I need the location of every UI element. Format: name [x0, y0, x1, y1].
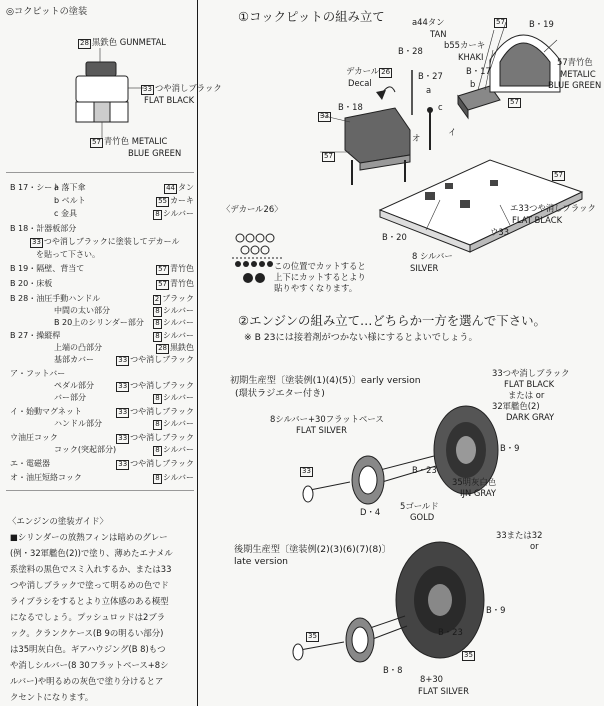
label-b: b [470, 79, 476, 89]
guide-line: ック。クランクケース(B 9の明るい部分) [10, 628, 164, 638]
label-b19: B・19 [529, 19, 554, 29]
part-row: 基部カバー 33 つや消しブラック [54, 355, 194, 364]
label-b9: B・9 [500, 443, 520, 453]
part-row: B 27・操縦桿 8 シルバー [10, 331, 194, 340]
late-version-en: late version [234, 556, 289, 567]
divider [6, 172, 194, 173]
decal-jp: デカール 26 [346, 66, 391, 76]
code-57: 57 [496, 18, 505, 26]
tan-label: a44タン [412, 17, 445, 27]
part-row: B 28・油圧手動ハンドル 2 ブラック [10, 294, 194, 303]
flatblack-en: FLAT BLACK [144, 95, 195, 105]
silver-label: 8 シルバー [412, 251, 453, 261]
part-row: B 19・隔壁、背当て 57 青竹色 [10, 264, 194, 273]
label-c: c [438, 102, 443, 112]
part-row: ハンドル部分 8 シルバー [54, 419, 194, 428]
metallic-en1: METALIC [560, 69, 596, 79]
metallic-label: 57青竹色 [557, 57, 593, 67]
step1-title: ①コックピットの組み立て [238, 9, 385, 24]
label-b23: B・23 [412, 465, 437, 475]
part-row: を貼って下さい。 [36, 250, 100, 259]
decal-note: この位置でカットすると [274, 261, 366, 271]
flatblack-label: 33 つや消しブラック [143, 83, 222, 93]
guide-line: や消しシルバー(8 30フラットベース+8シ [10, 660, 169, 670]
part-row: ア・フットバー [10, 369, 66, 378]
part-row: ウ油圧コック 33 つや消しブラック [10, 433, 194, 442]
fs2-en: FLAT SILVER [418, 686, 469, 696]
guide-line: 系塗料の黒色でスミ入れするか、または33 [10, 564, 172, 574]
part-row: 中間の太い部分 8 シルバー [54, 306, 194, 315]
part-row: イ・始動マグネット 33 つや消しブラック [10, 407, 194, 416]
or-label: または or [508, 390, 545, 400]
label-b18: B・18 [338, 102, 363, 112]
guide-line: になるでしょう。プッシュロッドは2ブラ [10, 612, 166, 622]
gunmetal-label: 28 黒鉄色 GUNMETAL [80, 37, 166, 47]
part-row: B 20・床板 57 青竹色 [10, 279, 194, 288]
part-row: B 18・計器板部分 [10, 224, 77, 233]
dg-en: DARK GRAY [506, 412, 555, 422]
code-33: 33 [320, 112, 329, 120]
part-row: B 20上のシリンダー部分 8 シルバー [54, 318, 194, 327]
step2-note: ※ B 23には接着剤がつかない様にするとよいでしょう。 [244, 332, 478, 343]
part-row: オ・油圧短絡コック 8 シルバー [10, 473, 194, 482]
early-sub: (環状ラジエター付き) [235, 388, 325, 399]
seat-illustration [72, 52, 132, 142]
silver-en: SILVER [410, 263, 439, 273]
step2-title: ②エンジンの組み立て…どちらか一方を選んで下さい。 [238, 313, 546, 328]
part-row: b ベルト 55 カーキ [54, 196, 194, 205]
or2-en: or [530, 541, 539, 551]
decal-sample-label: 〈デカール26〉 [222, 204, 283, 214]
label-o: オ [412, 133, 421, 143]
khaki-label: b55カーキ [444, 40, 486, 50]
early-version: 初期生産型〔塗装例(1)(4)(5)〕early version [230, 375, 421, 386]
ijn-en: IJN GRAY [460, 488, 497, 498]
or2-label: 33または32 [496, 530, 543, 540]
part-row: 上端の凸部分 28 黒鉄色 [54, 343, 194, 352]
label-b17: B・17 [466, 66, 491, 76]
decal-en: Decal [348, 78, 372, 88]
flatblack-label: エ33つや消しブラック [510, 203, 596, 213]
part-row: ペダル部分 33 つや消しブラック [54, 381, 194, 390]
code-35: 35 [308, 632, 317, 640]
label-b20: B・20 [382, 232, 407, 242]
part-row: コック(突起部分) 8 シルバー [54, 445, 194, 454]
dg-label: 32軍艦色(2) [492, 401, 540, 411]
gold-en: GOLD [410, 512, 435, 522]
label-d4: D・4 [360, 507, 381, 517]
fb-label: 33つや消しブラック [492, 368, 570, 378]
decal-note: 上下にカットするとより [274, 272, 366, 282]
code-57: 57 [510, 98, 519, 106]
late-engine [293, 542, 484, 662]
guide-title: 〈エンジンの塗装ガイド〉 [8, 516, 108, 526]
fs-label: 8シルバー+30フラットベース [270, 414, 384, 424]
label-b27: B・27 [418, 71, 443, 81]
fs2-label: 8+30 [420, 674, 444, 684]
code-57: 57 [554, 171, 563, 179]
label-b9: B・9 [486, 605, 506, 615]
part-row: c 金具 8 シルバー [54, 209, 194, 218]
code-57: 57 [324, 152, 333, 160]
metallic-en2: BLUE GREEN [548, 80, 602, 90]
flatblack-en: FLAT BLACK [512, 215, 563, 225]
divider [6, 490, 194, 491]
cockpit-paint-title: ◎コクピットの塗装 [6, 6, 88, 17]
fs-en: FLAT SILVER [296, 425, 347, 435]
guide-line: ライブラシをするとより立体感のある模型 [10, 596, 169, 606]
code-35: 35 [464, 651, 473, 659]
part-row: エ・電磁器 33 つや消しブラック [10, 459, 194, 468]
metallic-en: BLUE GREEN [128, 148, 182, 158]
late-version: 後期生産型〔塗装例(2)(3)(6)(7)(8)〕 [234, 544, 391, 555]
guide-line: ■シリンダーの放熱フィンは暗めのグレー [10, 532, 168, 542]
gold-label: 5ゴールド [400, 501, 439, 511]
guide-line: クセントになります。 [10, 692, 94, 702]
part-row: バー部分 8 シルバー [54, 393, 194, 402]
part-row: B 17・シート a 落下傘 44 タン [10, 183, 194, 192]
wa-label: ウ33 [490, 227, 510, 237]
decal-note: 貼りやすくなります。 [274, 283, 358, 293]
metallic-label: 57 青竹色 METALIC [92, 136, 168, 146]
label-b28: B・28 [398, 46, 423, 56]
khaki-en: KHAKI [458, 52, 484, 62]
guide-line: (例・32軍艦色(2))で塗り、薄めたエナメル [10, 548, 173, 558]
tan-en: TAN [430, 29, 447, 39]
fb-en: FLAT BLACK [504, 379, 555, 389]
part-row: 33 つや消しブラックに塗装してデカール [32, 237, 180, 246]
guide-line: ルバー)や明るめの灰色で塗り分けるとア [10, 676, 164, 686]
label-i: イ [448, 127, 457, 137]
guide-line: は35明灰白色。ギアハウジング(B 8)もつ [10, 644, 166, 654]
ijn-label: 35明灰白色 [452, 477, 497, 487]
label-b8: B・8 [383, 665, 403, 675]
label-a: a [426, 85, 432, 95]
label-b23: B・23 [438, 627, 463, 637]
guide-line: つや消しブラックで塗って明るめの色でド [10, 580, 169, 590]
code-33: 33 [302, 467, 311, 475]
column-divider [197, 0, 198, 706]
